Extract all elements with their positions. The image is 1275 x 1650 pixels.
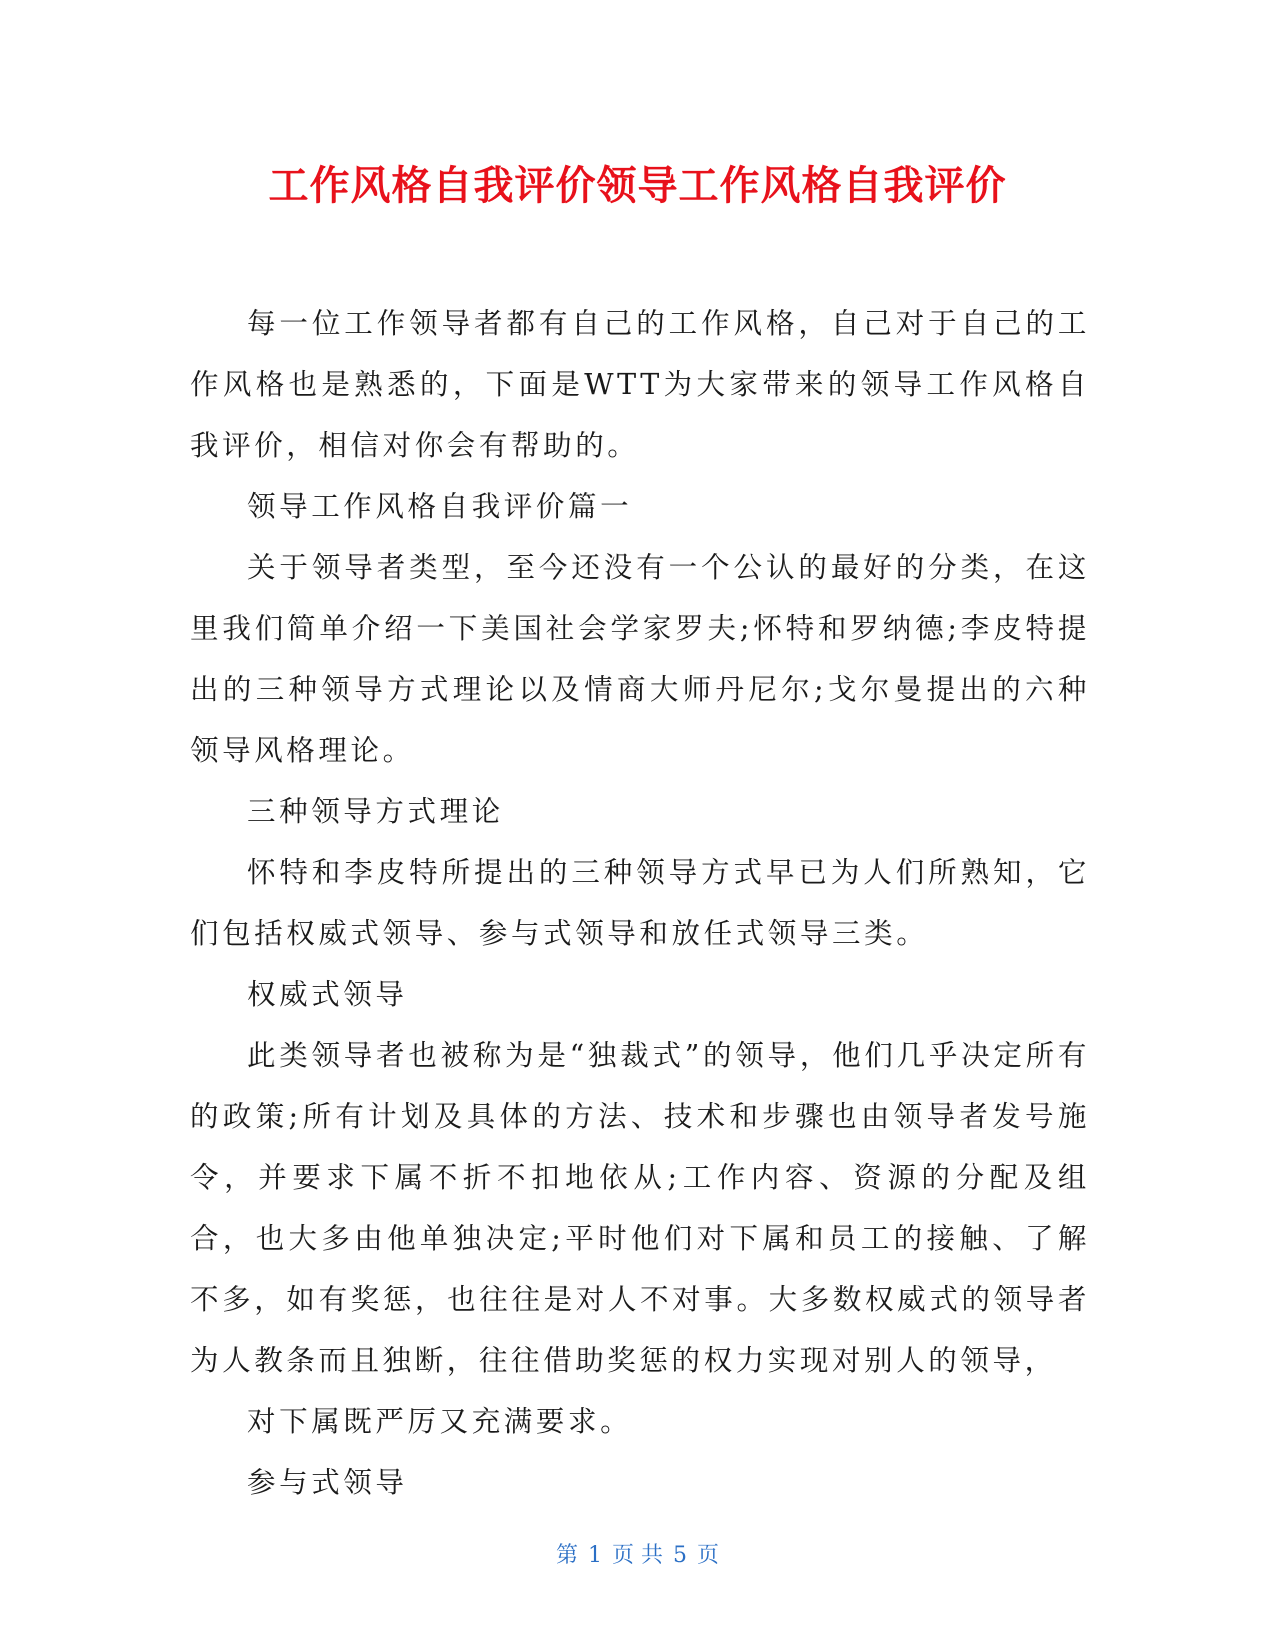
section-heading-three-styles: 三种领导方式理论 <box>247 795 504 828</box>
section-heading-participative: 参与式领导 <box>247 1466 408 1499</box>
footer-total-pages: 5 <box>673 1543 687 1568</box>
intro-paragraph: 每一位工作领导者都有自己的工作风格，自己对于自己的工作风格也是熟悉的，下面是WTT为大家带来的领导工作风格自我评价，相信对你会有帮助的。 <box>190 307 1090 462</box>
footer-suffix: 页 <box>697 1543 720 1568</box>
footer-prefix: 第 <box>555 1543 578 1568</box>
leader-types-paragraph: 关于领导者类型，至今还没有一个公认的最好的分类，在这里我们简单介绍一下美国社会学家罗夫;怀特和罗纳德;李皮特提出的三种领导方式理论以及情商大师丹尼尔;戈尔曼提出的六种领导风格理论。 <box>190 551 1090 767</box>
three-styles-paragraph: 怀特和李皮特所提出的三种领导方式早已为人们所熟知，它们包括权威式领导、参与式领导和放任式领导三类。 <box>190 856 1090 950</box>
page-footer <box>0 1541 1275 1571</box>
document-title: 工作风格自我评价领导工作风格自我评价 <box>268 163 1007 209</box>
authoritarian-paragraph: 此类领导者也被称为是“独裁式”的领导，他们几乎决定所有的政策;所有计划及具体的方法、技术和步骤也由领导者发号施令，并要求下属不折不扣地依从;工作内容、资源的分配及组合，也大多由他单独决定;平时他们对下属和员工的接触、了解不多，如有奖惩，也往往是对人不对事。大多数权威式的领导者为人教条而且独断，往往借助奖惩的权力实现对别人的领导， <box>190 1039 1090 1377</box>
authoritarian-paragraph-continued: 对下属既严厉又充满要求。 <box>247 1405 633 1438</box>
footer-middle: 页 共 <box>612 1543 663 1568</box>
footer-current-page: 1 <box>588 1543 602 1568</box>
section-heading-authoritarian: 权威式领导 <box>247 978 408 1011</box>
section-heading-part-one: 领导工作风格自我评价篇一 <box>247 490 633 523</box>
document-body <box>190 293 1090 1513</box>
